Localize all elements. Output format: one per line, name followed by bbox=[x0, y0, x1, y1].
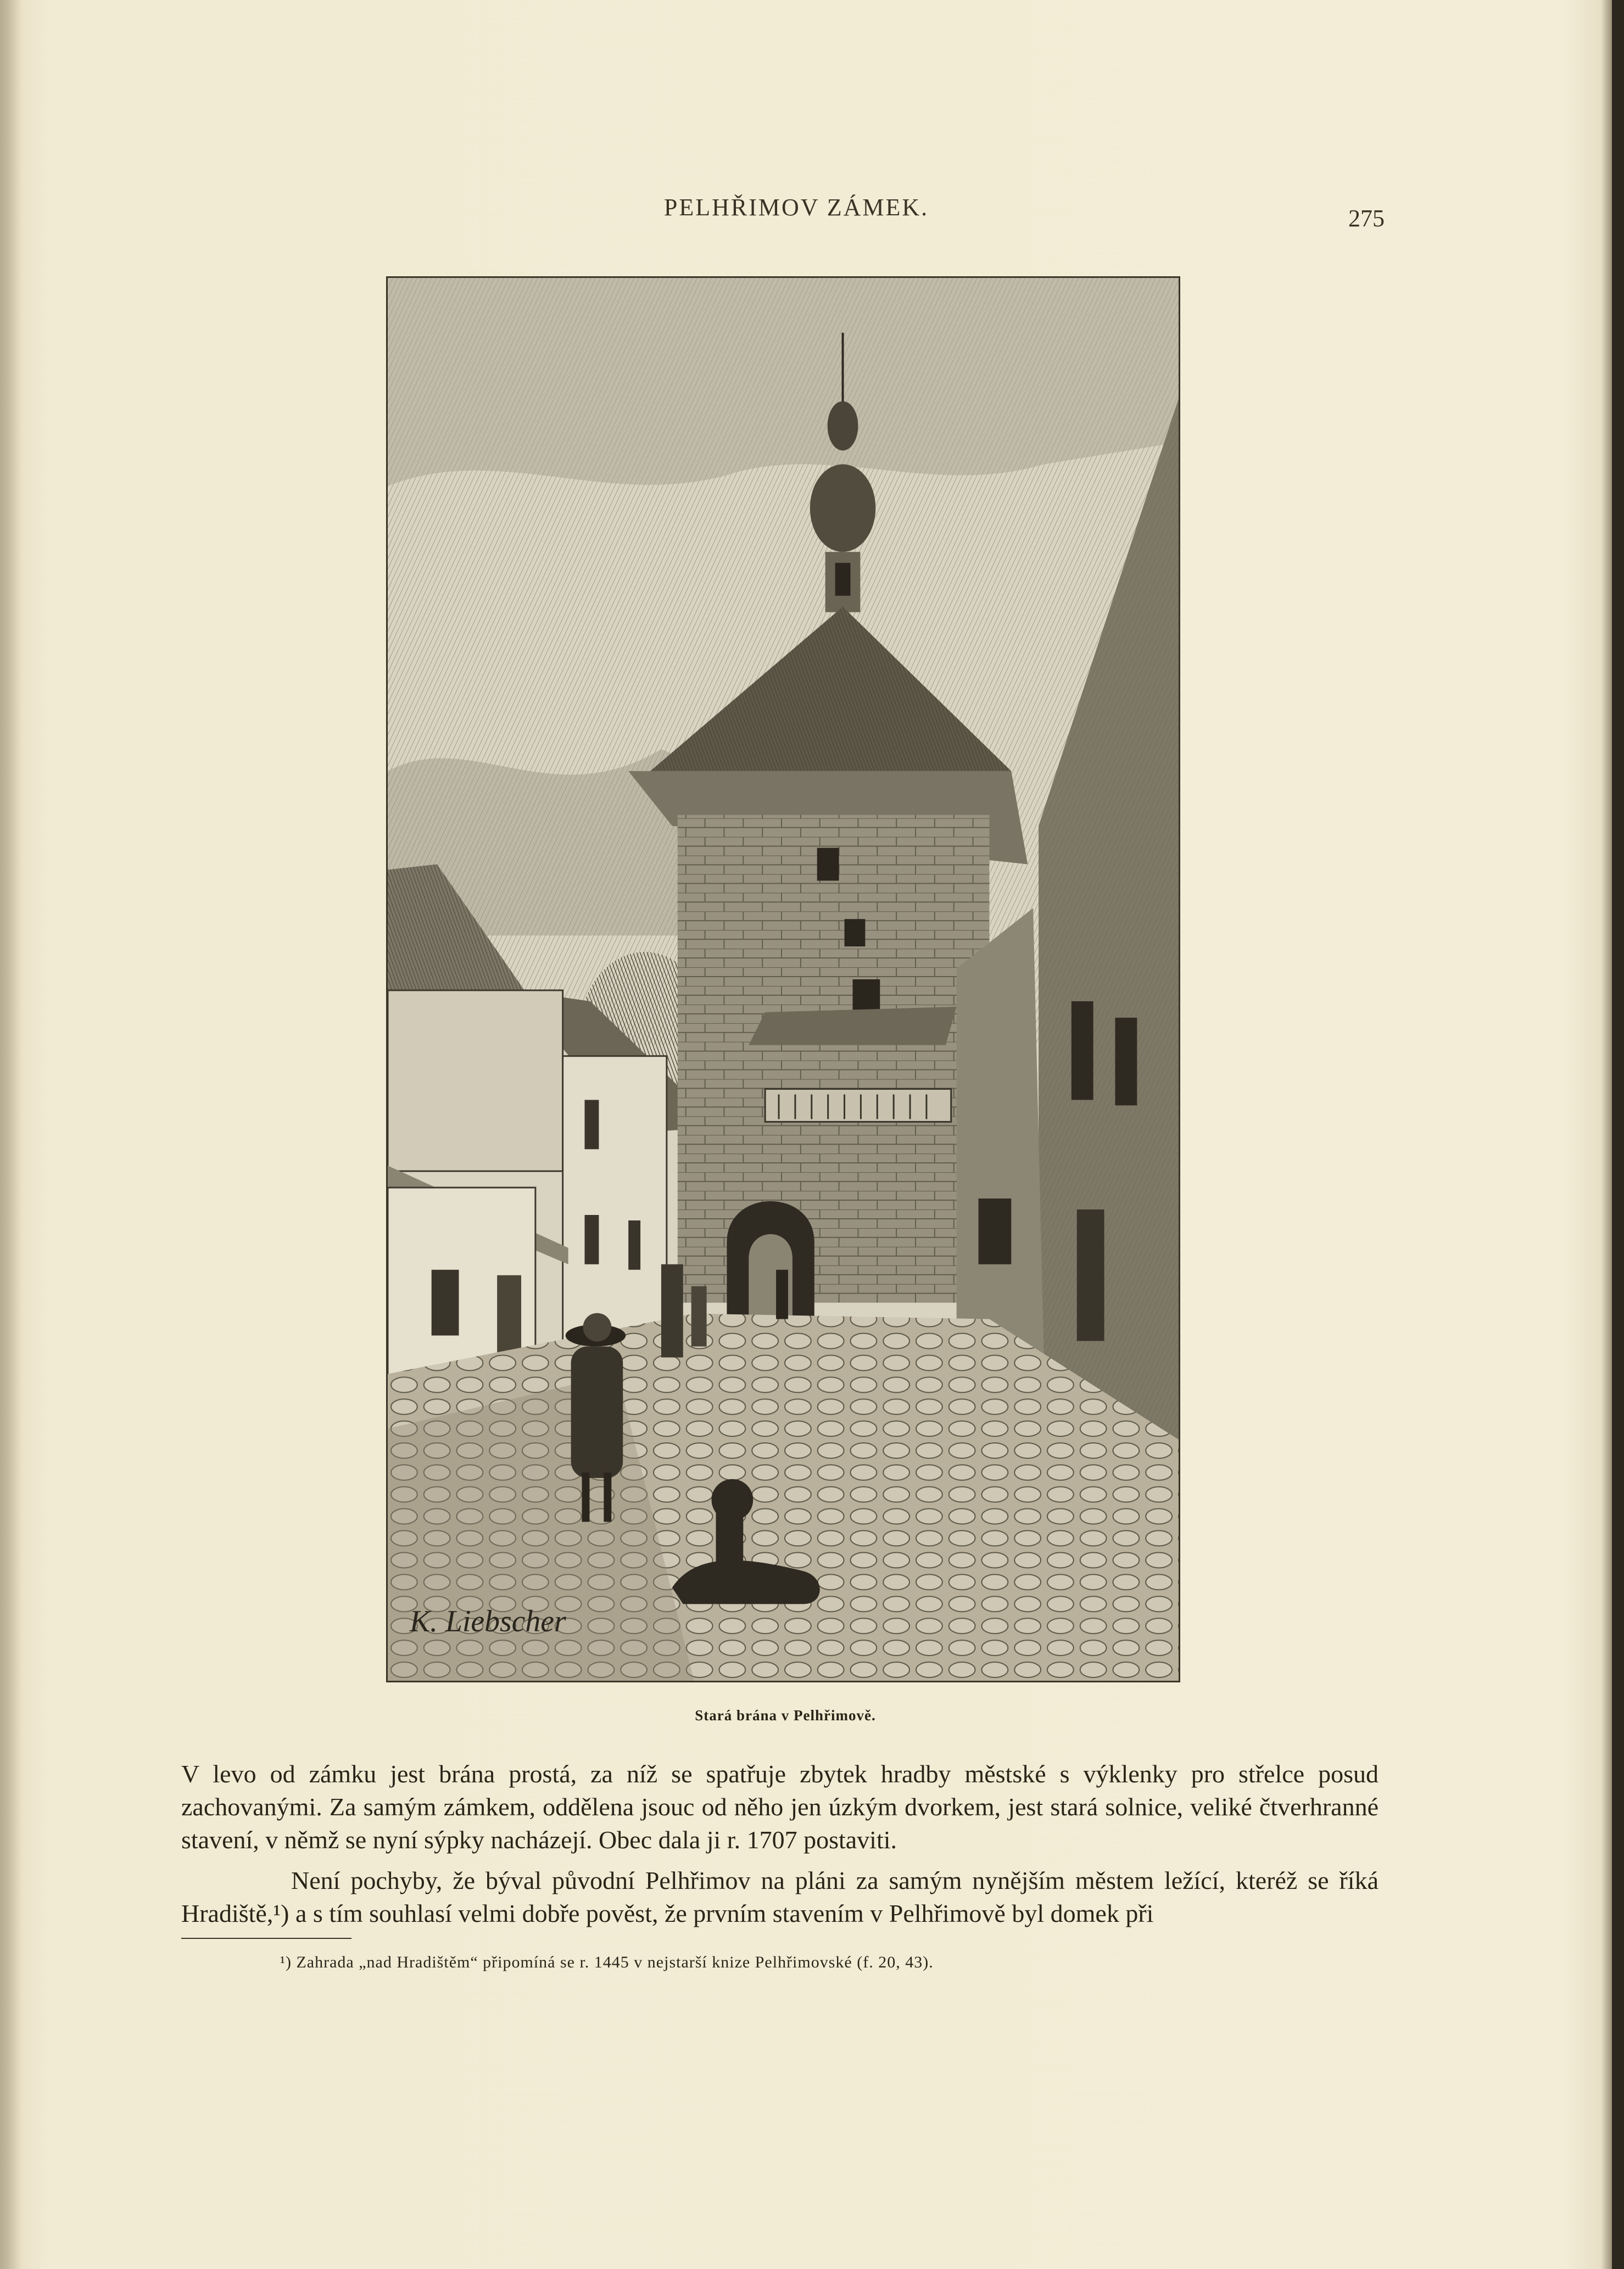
page-number: 275 bbox=[1348, 205, 1385, 232]
body-text bbox=[181, 1758, 1379, 1938]
footnote: ¹) Zahrada „nad Hradištěm“ připomíná se r. 1445 v nejstarší knize Pelhřimovské (f. 20, 43). bbox=[280, 1953, 934, 1971]
tower-window bbox=[845, 919, 866, 946]
gallery-roof bbox=[749, 1007, 956, 1045]
page-edge bbox=[1612, 0, 1624, 2269]
window bbox=[1071, 1001, 1093, 1100]
illustration-caption: Stará brána v Pelhřimově. bbox=[695, 1707, 876, 1724]
balcony bbox=[765, 1089, 951, 1122]
running-head: PELHŘIMOV ZÁMEK. bbox=[663, 194, 929, 221]
walking-man bbox=[571, 1346, 623, 1478]
engraving-old-gate-tower bbox=[388, 278, 1179, 1681]
paragraph: V levo od zámku jest brána prostá, za níž se spatřuje zbytek hradby městské s výklenky pro střelce posud zachovanými. Za samým zámkem, oddělena jsouc od něho jen úzkým dvorkem, jest stará solnice, veliké čtverhranné stavení, v němž se nyní sýpky nacházejí. Obec dala ji r. 1707 postaviti. bbox=[181, 1760, 1379, 1854]
figure bbox=[661, 1264, 683, 1358]
artist-signature: K. Liebscher bbox=[409, 1604, 566, 1639]
binding-shadow bbox=[0, 0, 22, 2269]
illustration-plate bbox=[386, 276, 1180, 1682]
footnote-rule bbox=[181, 1938, 351, 1939]
left-house bbox=[388, 990, 563, 1171]
window bbox=[432, 1270, 459, 1336]
onion-dome bbox=[810, 464, 876, 552]
paragraph: Není pochyby, že býval původní Pelhřimov na pláni za samým nynějším městem ležící, kteréž se říká Hradiště,¹) a s tím souhlasí velmi dobře pověst, že prvním stavením v Pelhřimově byl domek při bbox=[181, 1866, 1379, 1927]
